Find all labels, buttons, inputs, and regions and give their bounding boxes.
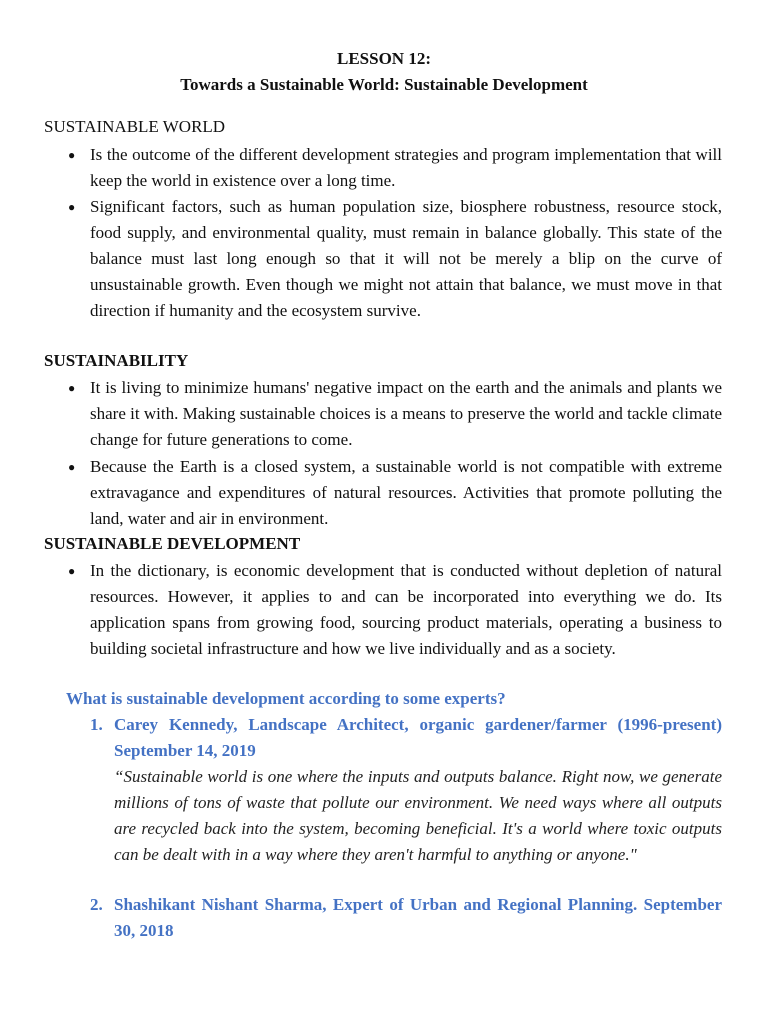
expert-quote-1: “Sustainable world is one where the inputs and outputs balance. Right now, we generate millions of tons of waste that pollute our environment. We need ways where all outputs are recycled back into the system, becoming beneficial. It's a world where toxic outputs can be dealt with in a way where they aren't harmful to anything or anyone."	[114, 767, 722, 864]
lesson-number: LESSON 12:	[337, 49, 431, 68]
bullet-world-2: ● Significant factors, such as human population size, biosphere robustness, resource stock, food supply, and environmental quality, must remain in balance globally. This state of the balance must last long enough so that it will not be merely a blip on the curve of unsustainable growth. Even though we might not attain that balance, we must move in that direction if humanity and the ecosystem survive.	[90, 194, 722, 324]
lesson-title: Towards a Sustainable World: Sustainable Development	[180, 75, 588, 94]
expert-item-1	[90, 712, 722, 764]
lesson-title-block	[0, 46, 768, 98]
expert-item-2	[90, 892, 722, 944]
heading-sustainable-world: SUSTAINABLE WORLD	[44, 117, 226, 136]
bullet-world-1: ● Is the outcome of the different development strategies and program implementation that will keep the world in existence over a long time.	[90, 142, 722, 194]
bullet-dot-icon: ●	[68, 381, 76, 395]
bullet-dot-icon: ●	[68, 460, 76, 474]
heading-sustainability: SUSTAINABILITY	[44, 351, 189, 370]
bullet-sustainability-2: ● Because the Earth is a closed system, a sustainable world is not compatible with extreme extravagance and expenditures of natural resources. Activities that promote polluting the land, water and air in environment.	[90, 454, 722, 532]
experts-question: What is sustainable development according to some experts?	[66, 689, 506, 708]
bullet-dot-icon: ●	[68, 564, 76, 578]
bullet-dot-icon: ●	[68, 148, 76, 162]
expert-number: 1.	[90, 715, 103, 734]
heading-sustainable-development: SUSTAINABLE DEVELOPMENT	[44, 534, 301, 553]
bullet-dot-icon: ●	[68, 200, 76, 214]
expert-name: Shashikant Nishant Sharma, Expert of Urban and Regional Planning. September 30, 2018	[114, 895, 722, 940]
bullet-development-1: ● In the dictionary, is economic development that is conducted without depletion of natural resources. However, it applies to and can be incorporated into everything we do. Its application spans from growing food, sourcing product materials, operating a business to building societal infrastructure and how we live individually and as a society.	[90, 558, 722, 662]
expert-number: 2.	[90, 895, 103, 914]
expert-name: Carey Kennedy, Landscape Architect, organic gardener/farmer (1996-present) September 14, 2019	[114, 715, 722, 760]
bullet-sustainability-1: ● It is living to minimize humans' negative impact on the earth and the animals and plants we share it with. Making sustainable choices is a means to preserve the world and tackle climate change for future generations to come.	[90, 375, 722, 453]
